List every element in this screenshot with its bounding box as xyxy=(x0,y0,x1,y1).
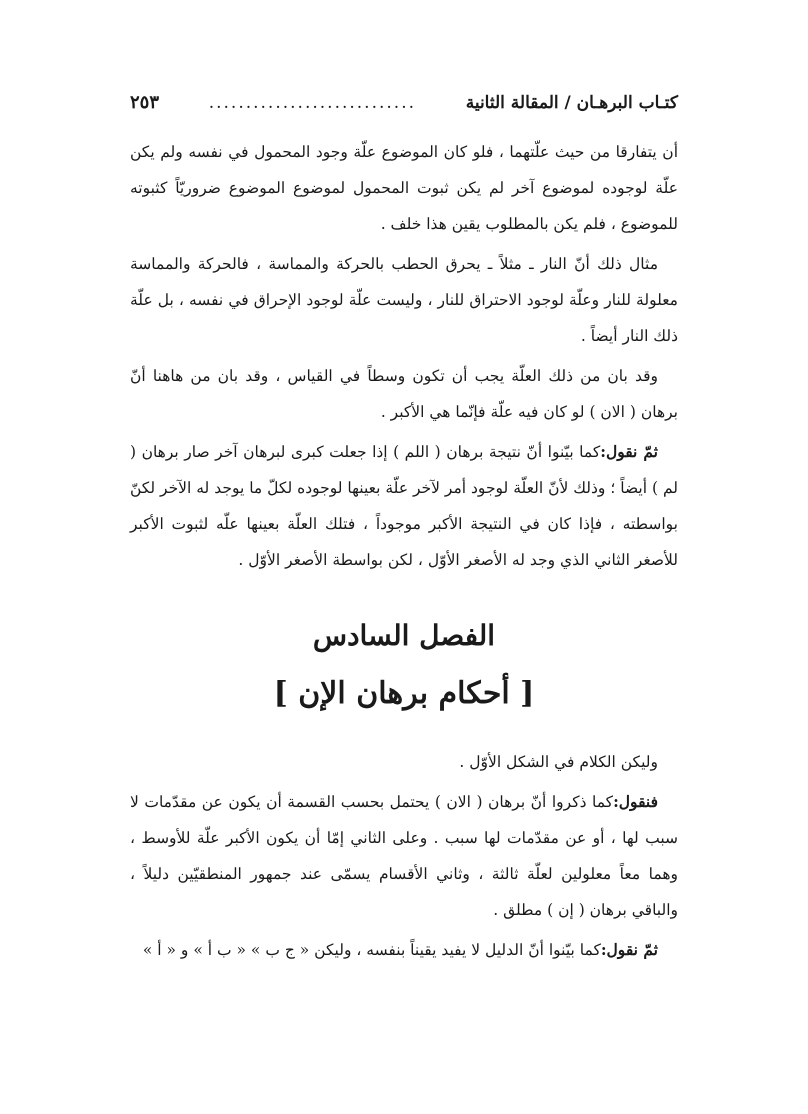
paragraph xyxy=(130,134,678,242)
paragraph xyxy=(130,434,678,578)
running-header xyxy=(130,88,678,118)
paragraph-text: وليكن الكلام في الشكل الأوّل . xyxy=(459,753,658,771)
paragraph xyxy=(130,784,678,928)
book-page xyxy=(130,88,678,972)
paragraph xyxy=(130,932,678,968)
paragraph xyxy=(130,358,678,430)
section-subtitle: [ أحكام برهان الإن ] xyxy=(273,676,535,711)
body-text-top xyxy=(130,134,678,578)
page-number: ٢٥٣ xyxy=(130,92,160,113)
leader-dots: ............................ xyxy=(208,93,417,113)
paragraph-lead: ثمّ نقول: xyxy=(600,442,658,461)
paragraph-lead: ثمّ نقول: xyxy=(600,940,658,959)
paragraph-lead: فنقول: xyxy=(613,792,658,811)
paragraph xyxy=(130,246,678,354)
section-title: الفصل السادس xyxy=(312,619,496,652)
paragraph-text: كما بيّنوا أنّ نتيجة برهان ( اللم ) إذا جعلت كبرى لبرهان آخر صار برهان ( لم ) أيضاً ؛ وذلك لأنّ العلّة لوجود أمر لآخر علّة بعينها لوجوده لكلّ ما يوجد له الآخر لكنّ بواسطته ، فإذا كان في النتيجة الأكبر موجوداً ، فتلك العلّة بعينها علّه لثبوت الأكبر للأصغر الثاني الذي وجد له الأصغر الأوّل ، لكن بواسطة الأصغر الأوّل . xyxy=(130,443,678,569)
paragraph-text: وقد بان من ذلك العلّة يجب أن تكون وسطاً في القياس ، وقد بان من هاهنا أنّ برهان ( الان ) لو كان فيه علّة فإنّما هي الأكبر . xyxy=(130,367,678,421)
paragraph-text: مثال ذلك أنّ النار ـ مثلاً ـ يحرق الحطب بالحركة والمماسة ، فالحركة والمماسة معلولة للنار وعلّة لوجود الاحتراق للنار ، وليست علّة لوجود الإحراق في نفسه ، بل علّة ذلك النار أيضاً . xyxy=(130,255,678,345)
paragraph-text: كما ذكروا أنّ برهان ( الان ) يحتمل بحسب القسمة أن يكون عن مقدّمات لا سبب لها ، أو عن مقدّمات لها سبب . وعلى الثاني إمّا أن يكون الأكبر علّة للأوسط ، وهما معاً معلولين لعلّة ثالثة ، وثاني الأقسام يسمّى عند جمهور المنطقيّين دليلاً ، والباقي برهان ( إن ) مطلق . xyxy=(130,793,678,919)
paragraph-text: كما بيّنوا أنّ الدليل لا يفيد يقيناً بنفسه ، وليكن « ج ب » « ب أ » و « أ » xyxy=(142,941,601,959)
paragraph-text: أن يتفارقا من حيث علّتهما ، فلو كان الموضوع علّة وجود المحمول في نفسه ولم يكن علّة لوجوده لموضوع آخر لم يكن ثبوت المحمول لموضوع الموضوع ضروريّاً كثبوته للموضوع ، فلم يكن بالمطلوب يقين هذا خلف . xyxy=(130,143,678,233)
body-text-bottom xyxy=(130,744,678,968)
running-title: كتـاب البرهـان / المقالة الثانية xyxy=(465,93,678,113)
paragraph xyxy=(130,744,678,780)
